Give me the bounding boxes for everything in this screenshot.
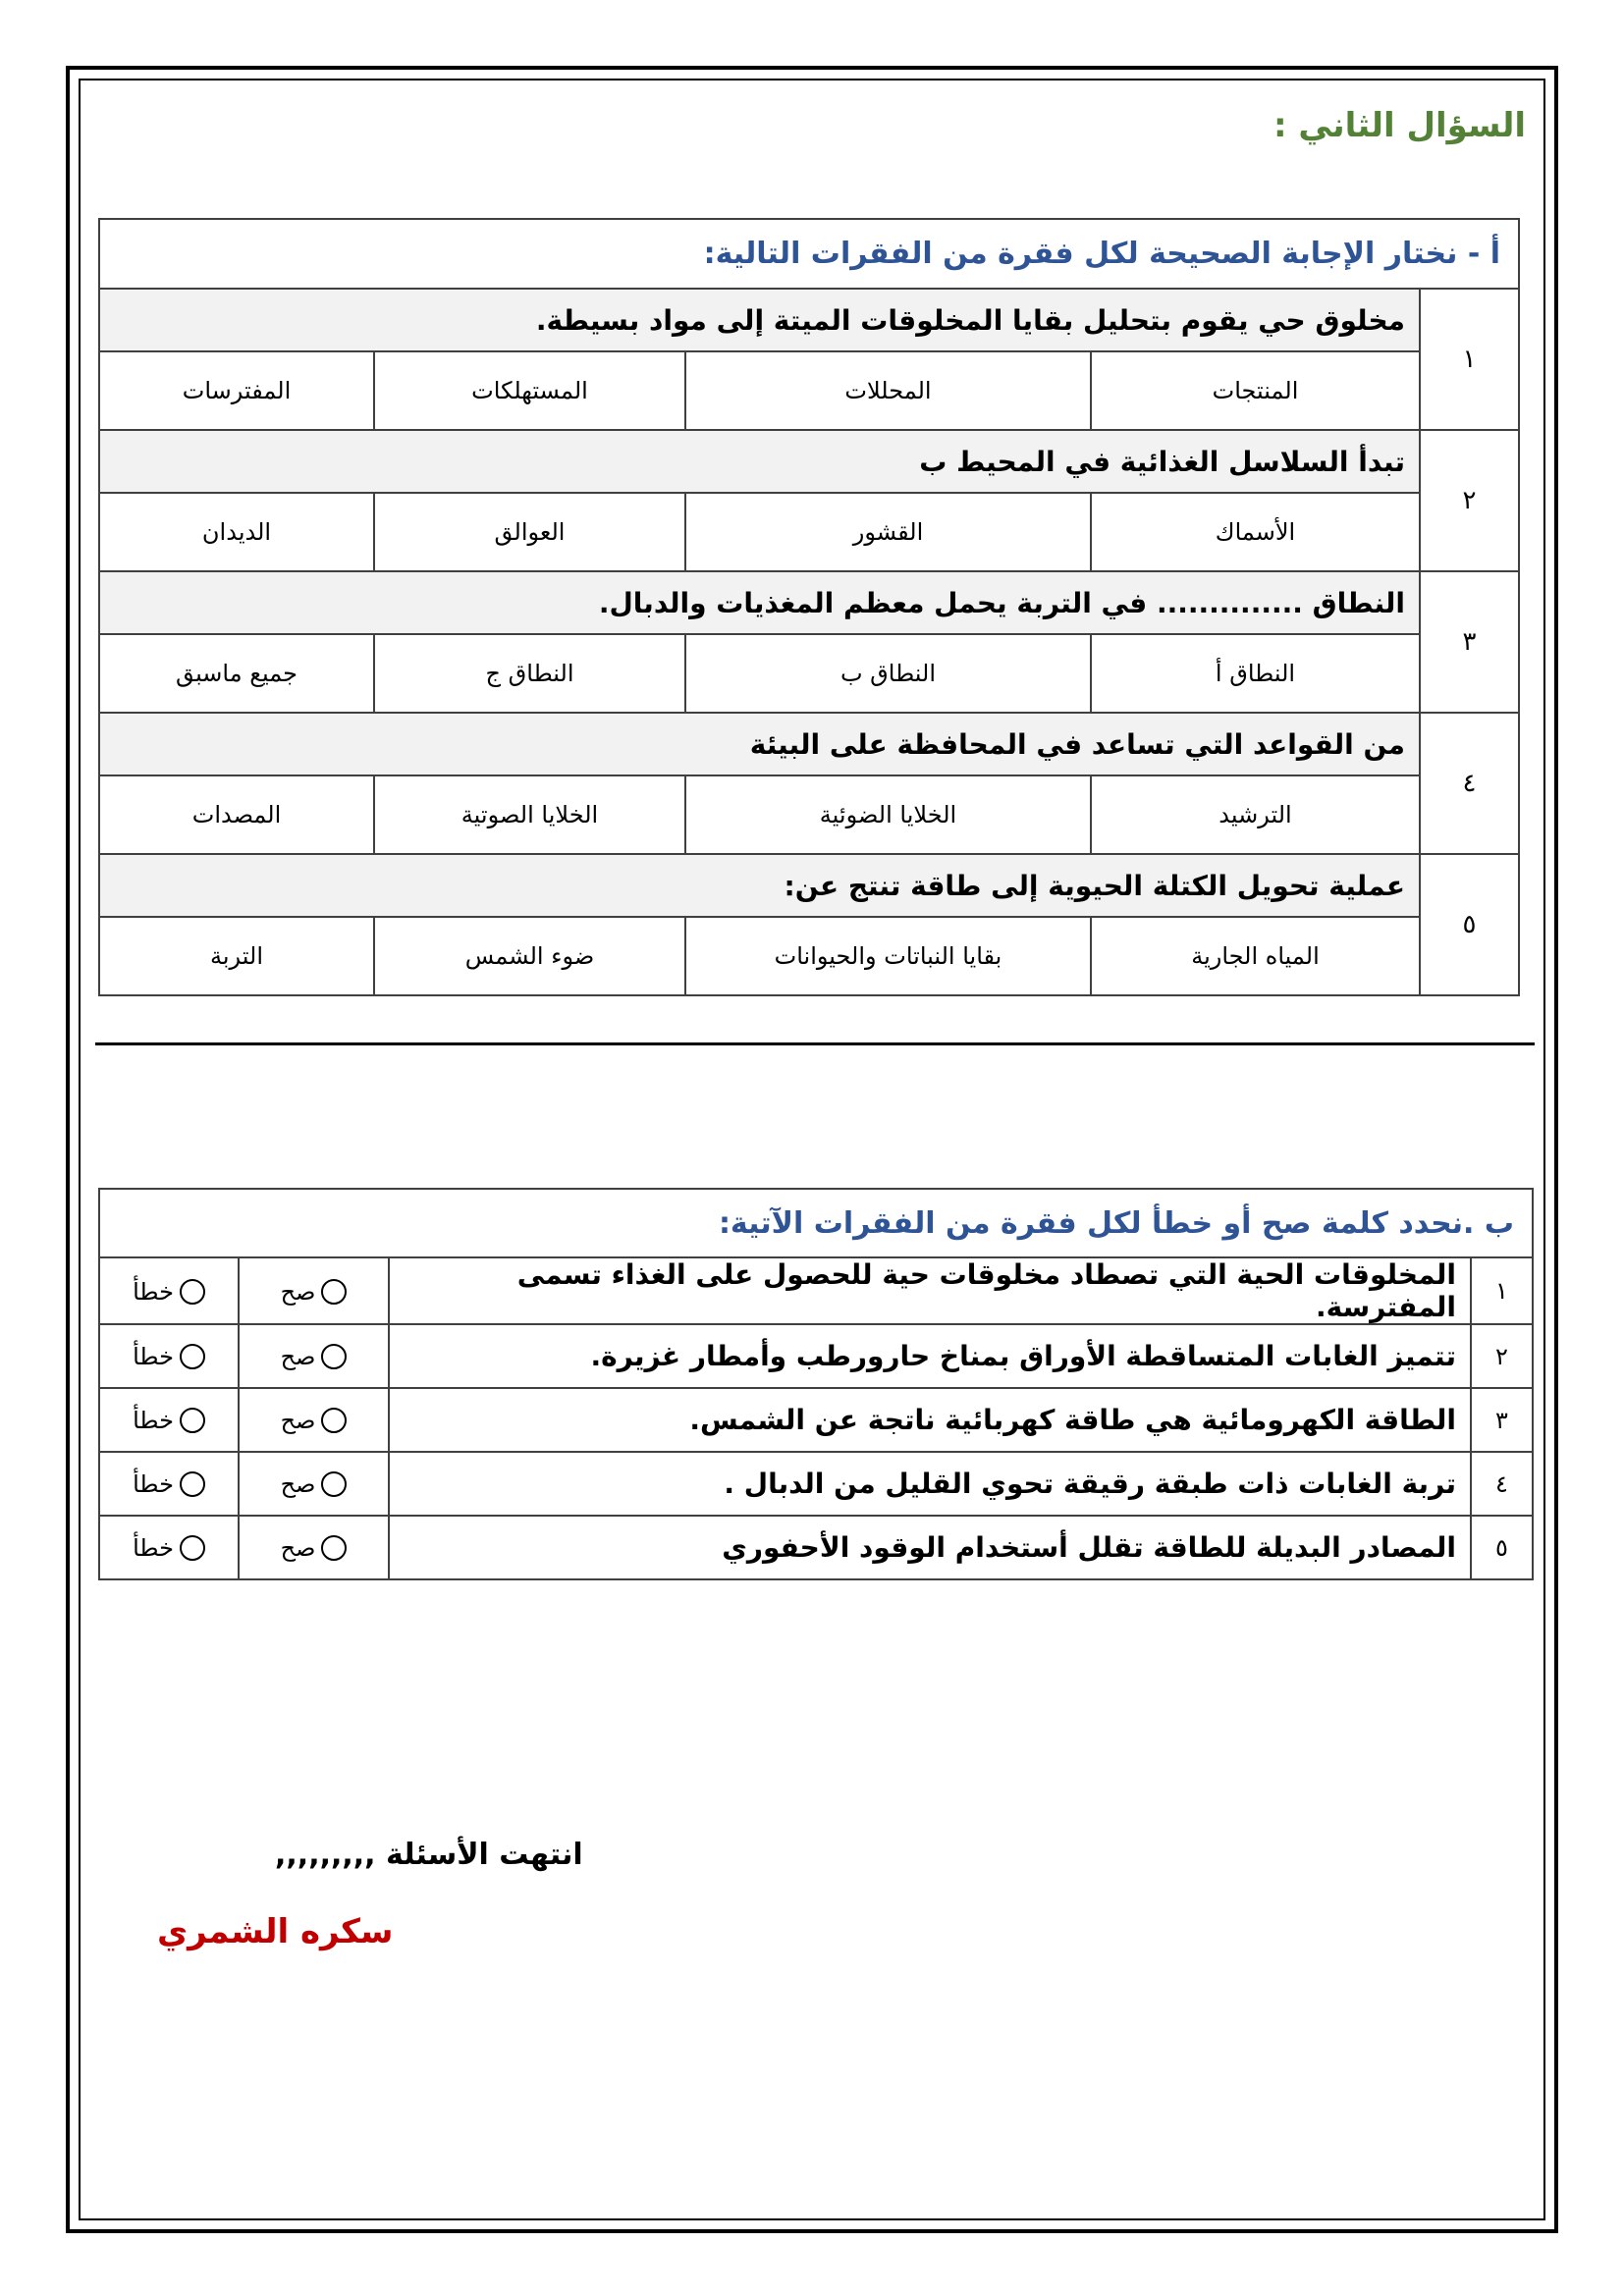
true-label: صح — [280, 1407, 316, 1434]
statement-text: الطاقة الكهرومائية هي طاقة كهربائية ناتجة عن الشمس. — [389, 1388, 1471, 1452]
option[interactable]: ضوء الشمس — [374, 917, 685, 995]
statement-number: ٤ — [1471, 1452, 1533, 1516]
section-a-heading: أ - نختار الإجابة الصحيحة لكل فقرة من الفقرات التالية: — [99, 219, 1519, 289]
true-option[interactable] — [239, 1516, 389, 1579]
section-b-heading: ب .نحدد كلمة صح أو خطأ لكل فقرة من الفقرات الآتية: — [99, 1189, 1533, 1257]
question-number: ٣ — [1420, 571, 1519, 713]
true-option[interactable] — [239, 1452, 389, 1516]
option[interactable]: المستهلكات — [374, 351, 685, 430]
mc-options-row — [99, 634, 1519, 713]
radio-circle-icon[interactable] — [321, 1535, 347, 1561]
option[interactable]: النطاق ج — [374, 634, 685, 713]
question-number: ٢ — [1420, 430, 1519, 571]
mc-options-row — [99, 493, 1519, 571]
tf-row — [99, 1257, 1533, 1324]
question-number: ٥ — [1420, 854, 1519, 995]
option[interactable]: الخلايا الضوئية — [685, 775, 1091, 854]
false-option[interactable] — [99, 1452, 239, 1516]
tf-row — [99, 1516, 1533, 1579]
question-stem: من القواعد التي تساعد في المحافظة على البيئة — [99, 713, 1420, 775]
false-option[interactable] — [99, 1516, 239, 1579]
author-name: سكره الشمري — [157, 1912, 394, 1951]
option[interactable]: النطاق أ — [1091, 634, 1420, 713]
option[interactable]: المنتجات — [1091, 351, 1420, 430]
option[interactable]: الخلايا الصوتية — [374, 775, 685, 854]
true-label: صح — [280, 1534, 316, 1562]
option[interactable]: الديدان — [99, 493, 374, 571]
mc-options-row — [99, 351, 1519, 430]
radio-circle-icon[interactable] — [321, 1344, 347, 1369]
section-divider — [95, 1042, 1535, 1045]
mc-question-row — [99, 713, 1519, 775]
question-stem: مخلوق حي يقوم بتحليل بقايا المخلوقات الميتة إلى مواد بسيطة. — [99, 289, 1420, 351]
false-label: خطأ — [133, 1470, 174, 1498]
option[interactable]: التربة — [99, 917, 374, 995]
true-option[interactable] — [239, 1388, 389, 1452]
option[interactable]: المحللات — [685, 351, 1091, 430]
option[interactable]: الترشيد — [1091, 775, 1420, 854]
option[interactable]: جميع ماسبق — [99, 634, 374, 713]
option[interactable]: المياه الجارية — [1091, 917, 1420, 995]
tf-row — [99, 1324, 1533, 1388]
tf-row — [99, 1452, 1533, 1516]
true-false-table — [98, 1188, 1534, 1580]
tf-row — [99, 1388, 1533, 1452]
true-label: صح — [280, 1470, 316, 1498]
statement-text: المصادر البديلة للطاقة تقلل أستخدام الوقود الأحفوري — [389, 1516, 1471, 1579]
false-label: خطأ — [133, 1343, 174, 1370]
statement-text: المخلوقات الحية التي تصطاد مخلوقات حية للحصول على الغذاء تسمى المفترسة. — [389, 1257, 1471, 1324]
option[interactable]: العوالق — [374, 493, 685, 571]
true-option[interactable] — [239, 1324, 389, 1388]
false-label: خطأ — [133, 1277, 174, 1306]
radio-circle-icon[interactable] — [180, 1535, 205, 1561]
option[interactable]: بقايا النباتات والحيوانات — [685, 917, 1091, 995]
false-option[interactable] — [99, 1388, 239, 1452]
false-label: خطأ — [133, 1407, 174, 1434]
statement-number: ٣ — [1471, 1388, 1533, 1452]
radio-circle-icon[interactable] — [321, 1408, 347, 1433]
multiple-choice-table — [98, 218, 1520, 996]
radio-circle-icon[interactable] — [180, 1279, 205, 1305]
false-label: خطأ — [133, 1534, 174, 1562]
true-label: صح — [280, 1343, 316, 1370]
option[interactable]: المفترسات — [99, 351, 374, 430]
true-option[interactable] — [239, 1257, 389, 1324]
option[interactable]: الأسماك — [1091, 493, 1420, 571]
mc-options-row — [99, 775, 1519, 854]
statement-number: ٢ — [1471, 1324, 1533, 1388]
statement-number: ٥ — [1471, 1516, 1533, 1579]
statement-text: تربة الغابات ذات طبقة رقيقة تحوي القليل من الدبال . — [389, 1452, 1471, 1516]
end-of-questions-text: انتهت الأسئلة ,,,,,,,,, — [275, 1838, 583, 1872]
statement-text: تتميز الغابات المتساقطة الأوراق بمناخ حارورطب وأمطار غزيرة. — [389, 1324, 1471, 1388]
question-number: ١ — [1420, 289, 1519, 430]
false-option[interactable] — [99, 1257, 239, 1324]
radio-circle-icon[interactable] — [180, 1471, 205, 1497]
question-stem: النطاق .............. في التربة يحمل معظم المغذيات والدبال. — [99, 571, 1420, 634]
question-stem: عملية تحويل الكتلة الحيوية إلى طاقة تنتج عن: — [99, 854, 1420, 917]
mc-question-row — [99, 854, 1519, 917]
option[interactable]: النطاق ب — [685, 634, 1091, 713]
false-option[interactable] — [99, 1324, 239, 1388]
option[interactable]: المصدات — [99, 775, 374, 854]
true-label: صح — [280, 1277, 316, 1306]
mc-question-row — [99, 430, 1519, 493]
radio-circle-icon[interactable] — [180, 1408, 205, 1433]
question-stem: تبدأ السلاسل الغذائية في المحيط ب — [99, 430, 1420, 493]
radio-circle-icon[interactable] — [321, 1279, 347, 1305]
question-number: ٤ — [1420, 713, 1519, 854]
option[interactable]: القشور — [685, 493, 1091, 571]
mc-question-row — [99, 571, 1519, 634]
radio-circle-icon[interactable] — [180, 1344, 205, 1369]
radio-circle-icon[interactable] — [321, 1471, 347, 1497]
mc-options-row — [99, 917, 1519, 995]
mc-question-row — [99, 289, 1519, 351]
question-title: السؤال الثاني : — [1273, 106, 1526, 145]
statement-number: ١ — [1471, 1257, 1533, 1324]
